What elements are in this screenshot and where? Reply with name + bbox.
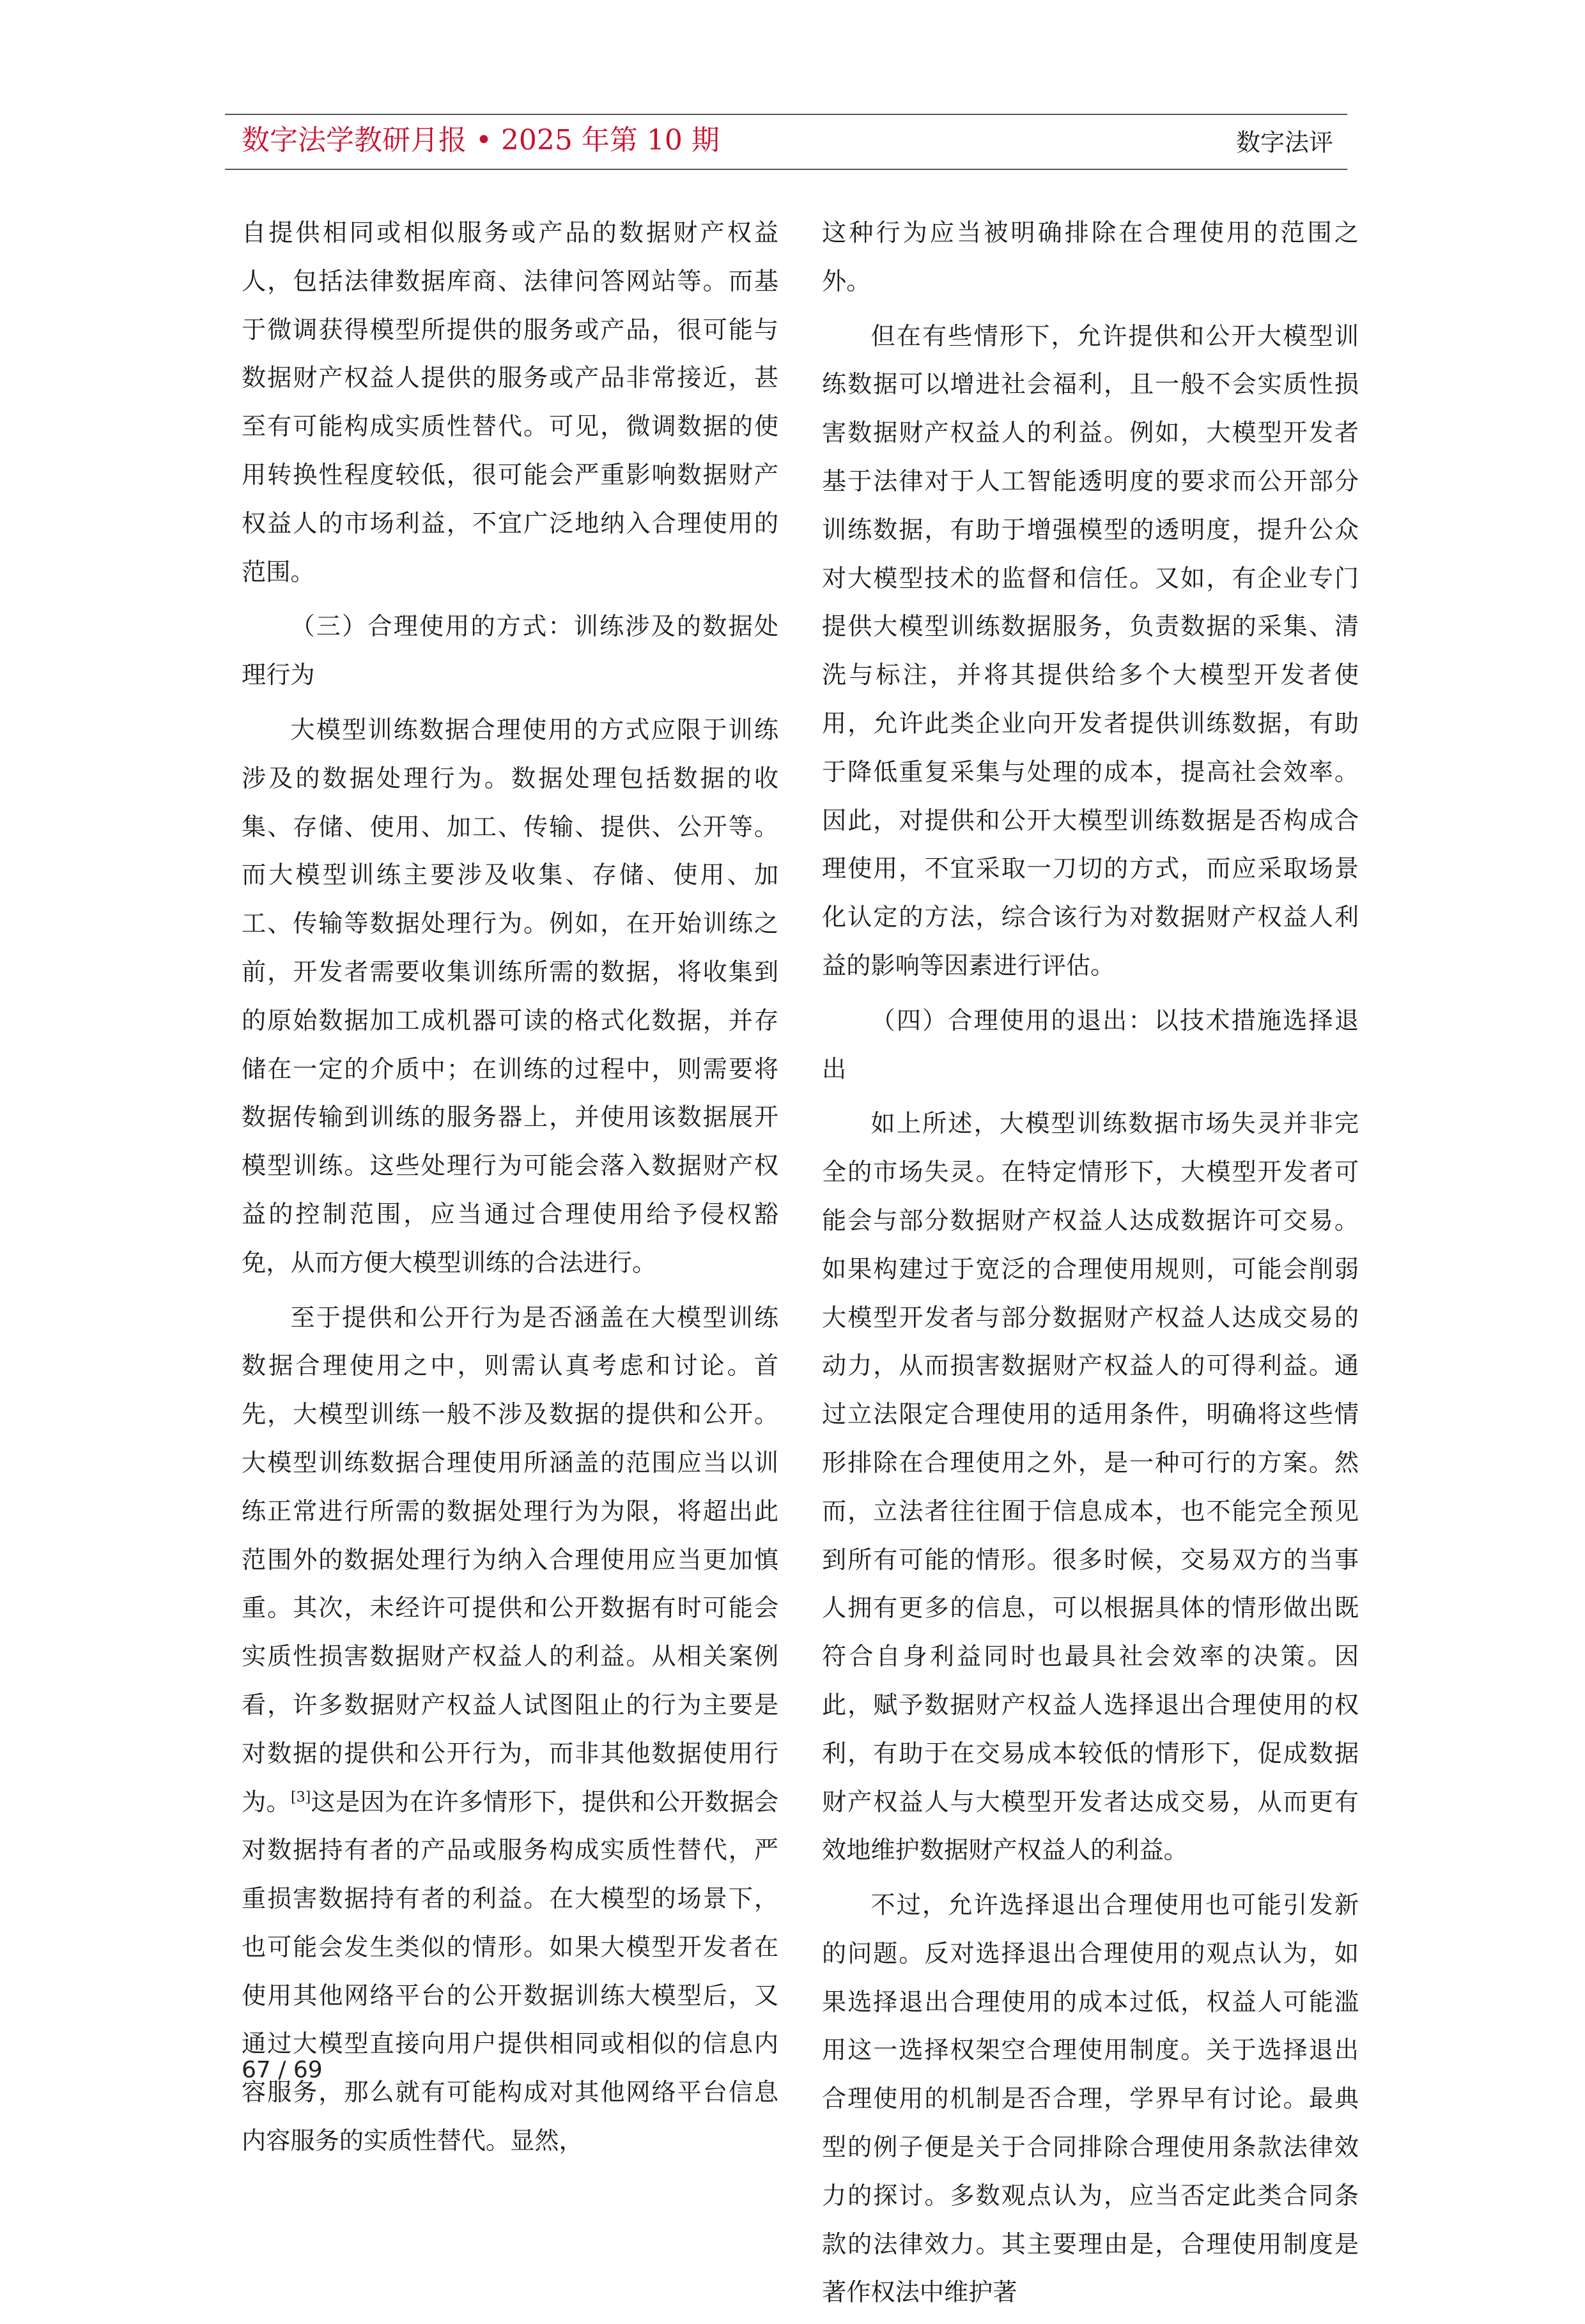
paragraph-continued: 这种行为应当被明确排除在合理使用的范围之外。 [822,219,1359,296]
paragraph-with-reference [242,1295,778,2166]
paragraph-text: 这是因为在许多情形下，提供和公开数据会对数据持有者的产品或服务构成实质性替代，严重损害数据持有者的利益。在大模型的场景下，也可能会发生类似的情形。如果大模型开发者在使用其他网络平台的公开数据训练大模型后，又通过大模型直接向用户提供相同或相似的信息内容服务，那么就有可能构成对其他网络平台信息内容服务的实质性替代。显然， [242,1788,778,2156]
reference-mark[interactable]: [3] [291,1789,311,1805]
header-bottom-rule [225,169,1347,170]
paragraph: 不过，允许选择退出合理使用也可能引发新的问题。反对选择退出合理使用的观点认为，如果选择退出合理使用的成本过低，权益人可能滥用这一选择权架空合理使用制度。关于选择退出合理使用的机制是否合理，学界早有讨论。最典型的例子便是关于合同排除合理使用条款法律效力的探讨。多数观点认为，应当否定此类合同条款的法律效力。其主要理由是，合理使用制度是著作权法中维护著 [822,1891,1359,2307]
paragraph: 如上所述，大模型训练数据市场失灵并非完全的市场失灵。在特定情形下，大模型开发者可能会与部分数据财产权益人达成数据许可交易。如果构建过于宽泛的合理使用规则，可能会削弱大模型开发者与部分数据财产权益人达成交易的动力，从而损害数据财产权益人的可得利益。通过立法限定合理使用的适用条件，明确将这些情形排除在合理使用之外，是一种可行的方案。然而，立法者往往囿于信息成本，也不能完全预见到所有可能的情形。很多时候，交易双方的当事人拥有更多的信息，可以根据具体的情形做出既符合自身利益同时也最具社会效率的决策。因此，赋予数据财产权益人选择退出合理使用的权利，有助于在交易成本较低的情形下，促成数据财产权益人与大模型开发者达成交易，从而更有效地维护数据财产权益人的利益。 [822,1110,1359,1865]
section-heading-3: （三）合理使用的方式：训练涉及的数据处理行为 [242,613,778,690]
running-header-title: 数字法学教研月报 • 2025 年第 10 期 [242,124,720,157]
section-heading-4: （四）合理使用的退出：以技术措施选择退出 [822,1006,1359,1084]
left-column [242,210,778,2173]
page-number: 67 / 69 [242,2057,323,2083]
paragraph: 大模型训练数据合理使用的方式应限于训练涉及的数据处理行为。数据处理包括数据的收集、存储、使用、加工、传输、提供、公开等。而大模型训练主要涉及收集、存储、使用、加工、传输等数据处理行为。例如，在开始训练之前，开发者需要收集训练所需的数据，将收集到的原始数据加工成机器可读的格式化数据，并存储在一定的介质中；在训练的过程中，则需要将数据传输到训练的服务器上，并使用该数据展开模型训练。这些处理行为可能会落入数据财产权益的控制范围，应当通过合理使用给予侵权豁免，从而方便大模型训练的合法进行。 [242,716,778,1277]
paragraph: 但在有些情形下，允许提供和公开大模型训练数据可以增进社会福利，且一般不会实质性损害数据财产权益人的利益。例如，大模型开发者基于法律对于人工智能透明度的要求而公开部分训练数据，有助于增强模型的透明度，提升公众对大模型技术的监督和信任。又如，有企业专门提供大模型训练数据服务，负责数据的采集、清洗与标注，并将其提供给多个大模型开发者使用，允许此类企业向开发者提供训练数据，有助于降低重复采集与处理的成本，提高社会效率。因此，对提供和公开大模型训练数据是否构成合理使用，不宜采取一刀切的方式，而应采取场景化认定的方法，综合该行为对数据财产权益人利益的影响等因素进行评估。 [822,322,1359,980]
paragraph-continued: 自提供相同或相似服务或产品的数据财产权益人，包括法律数据库商、法律问答网站等。而基于微调获得模型所提供的服务或产品，很可能与数据财产权益人提供的服务或产品非常接近，甚至有可能构成实质性替代。可见，微调数据的使用转换性程度较低，很可能会严重影响数据财产权益人的市场利益，不宜广泛地纳入合理使用的范围。 [242,219,778,587]
header-top-rule [225,114,1347,115]
paragraph-text: 至于提供和公开行为是否涵盖在大模型训练数据合理使用之中，则需认真考虑和讨论。首先，大模型训练一般不涉及数据的提供和公开。大模型训练数据合理使用所涵盖的范围应当以训练正常进行所需的数据处理行为为限，将超出此范围外的数据处理行为纳入合理使用应当更加慎重。其次，未经许可提供和公开数据有时可能会实质性损害数据财产权益人的利益。从相关案例看，许多数据财产权益人试图阻止的行为主要是对数据的提供和公开行为，而非其他数据使用行为。 [242,1304,778,1817]
running-header-journal: 数字法评 [1235,128,1333,157]
right-column [822,210,1359,2324]
